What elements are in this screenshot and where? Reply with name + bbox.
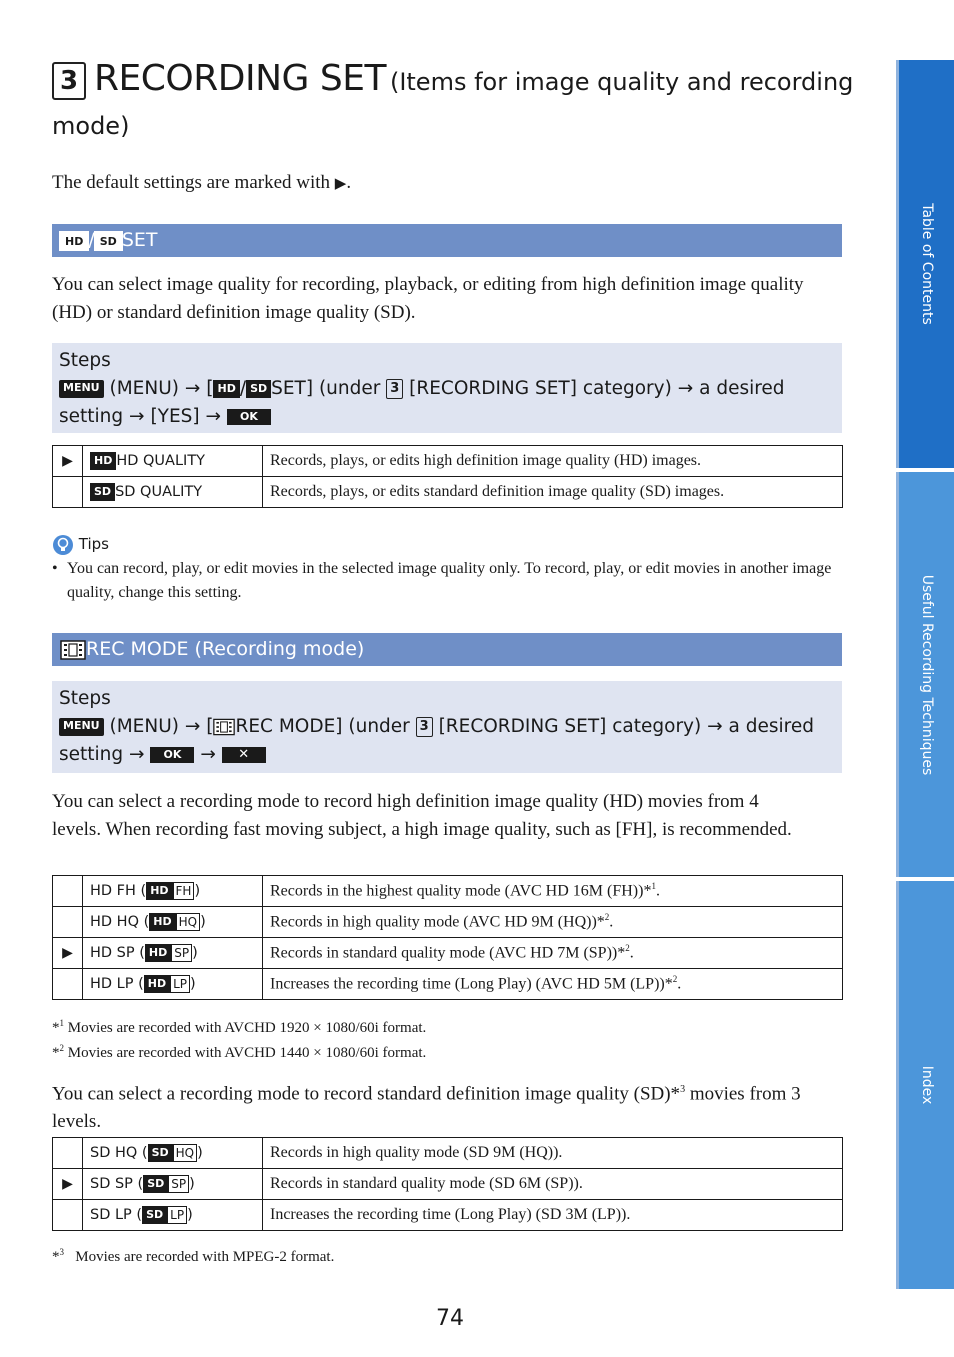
steps-line-2	[59, 403, 835, 431]
film-icon	[213, 718, 235, 736]
setting-description	[263, 876, 843, 907]
sp-icon: SP	[171, 944, 192, 962]
footnote-2	[52, 1036, 426, 1066]
sd-intro-text-end: movies from 3 levels.	[52, 1083, 801, 1133]
steps-line	[59, 713, 835, 741]
setting-name	[83, 907, 263, 938]
default-note	[52, 169, 351, 198]
steps-line	[59, 375, 835, 403]
default-marker	[53, 1200, 83, 1231]
default-marker	[53, 969, 83, 1000]
default-marker	[53, 907, 83, 938]
setting-description: Increases the recording time (Long Play) (SD 3M (LP)).	[263, 1200, 843, 1231]
arrow-icon: →	[677, 378, 694, 399]
period: .	[629, 944, 634, 962]
default-note-period: .	[346, 172, 352, 193]
table-row	[53, 1200, 843, 1231]
steps-desired-text: a desired	[728, 716, 814, 737]
default-marker: ▶	[53, 446, 83, 477]
footnote-mark: *	[52, 1249, 60, 1265]
table-row	[53, 938, 843, 969]
lightbulb-icon	[52, 534, 74, 556]
steps-yes-text: [YES]	[150, 406, 200, 427]
heading-slash: /	[88, 229, 95, 251]
table-row	[53, 1169, 843, 1200]
description-text: Records in the highest quality mode (AVC HD 16M (FH))*	[270, 882, 652, 900]
hd-icon: HD	[146, 882, 172, 900]
paren: )	[192, 945, 198, 961]
description-text: Records in high quality mode (AVC HD 9M (HQ))*	[270, 913, 605, 931]
setting-name-text: HD LP (	[90, 976, 144, 992]
table-row	[53, 969, 843, 1000]
setting-name-text: SD HQ (	[90, 1145, 148, 1161]
arrow-icon: →	[129, 744, 145, 765]
steps-label: Steps	[59, 350, 111, 371]
setting-name-text: SD QUALITY	[115, 484, 203, 500]
fh-icon: FH	[173, 882, 195, 900]
menu-icon: MENU	[59, 380, 104, 398]
setting-name-text: HD HQ (	[90, 914, 150, 930]
category-number-icon: 3	[386, 379, 403, 399]
heading-text: REC MODE (Recording mode)	[86, 638, 365, 660]
page-number: 74	[436, 1306, 464, 1331]
sd-icon: SD	[246, 380, 271, 398]
steps-bracket: [	[206, 716, 214, 737]
description-text: Increases the recording time (Long Play) (AVC HD 5M (LP))*	[270, 975, 673, 993]
period: .	[677, 975, 682, 993]
paren: )	[194, 883, 201, 899]
arrow-icon: →	[205, 406, 222, 427]
footnote-number: 1	[59, 1018, 64, 1028]
footnote-mark: *	[52, 1045, 60, 1061]
heading-text: SET	[121, 229, 158, 251]
arrow-icon: →	[707, 716, 723, 737]
menu-icon: MENU	[59, 718, 104, 736]
tips-text: You can record, play, or edit movies in the selected image quality only. To record, play, or edit movies in another image quality, change this setting.	[67, 560, 832, 601]
footnote-ref: 2	[604, 912, 610, 923]
footnote-ref: 2	[672, 974, 678, 985]
table-row	[53, 1138, 843, 1169]
paren: )	[187, 1207, 193, 1223]
setting-name	[83, 938, 263, 969]
hd-icon: HD	[213, 380, 239, 398]
footnote-number: 2	[59, 1043, 64, 1053]
footnote-ref: 3	[680, 1084, 686, 1095]
section-heading-hd-sd-set	[52, 224, 842, 257]
steps-box-hd-sd	[52, 343, 842, 433]
film-icon	[60, 640, 86, 660]
arrow-icon: →	[184, 716, 201, 737]
steps-menu-text: (MENU)	[109, 378, 179, 399]
default-marker	[53, 477, 83, 508]
lp-icon: LP	[167, 1206, 187, 1224]
steps-bracket: [	[206, 378, 214, 399]
title-sub-line2: mode)	[52, 112, 130, 140]
ok-button-icon: OK	[150, 747, 194, 763]
setting-description	[263, 938, 843, 969]
footnote-number: 3	[59, 1247, 64, 1257]
side-tab-label: Index	[918, 1065, 935, 1105]
sd-icon: SD	[142, 1206, 167, 1224]
arrow-icon: →	[129, 406, 145, 427]
sd-rec-mode-intro	[52, 1076, 832, 1136]
hd-icon: HD	[90, 452, 116, 470]
default-marker-icon: ▶	[334, 176, 347, 192]
setting-name	[83, 477, 263, 508]
side-tab-useful-recording-techniques[interactable]	[896, 472, 954, 877]
setting-name-text: HD QUALITY	[116, 453, 206, 469]
side-tab-table-of-contents[interactable]	[896, 60, 954, 468]
hd-icon: HD	[60, 232, 88, 250]
hd-rec-mode-intro: You can select a recording mode to record high definition image quality (HD) movies from 4 levels. When recording fast moving subject, a high image quality, such as [FH], is recommended.	[52, 791, 792, 840]
setting-name	[83, 969, 263, 1000]
ok-button-icon: OK	[227, 409, 271, 425]
setting-description: Records, plays, or edits high definition image quality (HD) images.	[263, 446, 843, 477]
paren: )	[190, 976, 196, 992]
sd-rec-mode-table	[52, 1137, 843, 1231]
setting-description: Records in standard quality mode (SD 6M (SP)).	[263, 1169, 843, 1200]
hq-icon: HQ	[176, 913, 200, 931]
steps-rec-text: REC MODE] (under	[235, 716, 410, 737]
side-tab-index[interactable]	[896, 881, 954, 1289]
close-icon: ✕	[222, 747, 266, 763]
steps-set-text: SET] (under	[271, 378, 381, 399]
footnote-ref: 1	[651, 881, 656, 892]
setting-name-text: HD FH (	[90, 883, 147, 899]
setting-description	[263, 907, 843, 938]
setting-name	[83, 876, 263, 907]
setting-name	[83, 446, 263, 477]
period: .	[655, 882, 660, 900]
setting-description	[263, 969, 843, 1000]
table-row	[53, 477, 843, 508]
setting-name	[83, 1169, 263, 1200]
steps-desired-text: a desired	[699, 378, 785, 399]
setting-name-text: HD SP (	[90, 945, 145, 961]
sd-icon: SD	[148, 1144, 173, 1162]
table-row	[53, 876, 843, 907]
hd-sd-quality-table	[52, 445, 843, 508]
steps-line-2	[59, 741, 835, 769]
setting-name	[83, 1200, 263, 1231]
default-marker: ▶	[53, 1169, 83, 1200]
hd-sd-description: You can select image quality for recording, playback, or editing from high definition image quality (HD) or standard definition image quality (SD).	[52, 274, 804, 323]
default-marker	[53, 1138, 83, 1169]
hd-icon: HD	[145, 944, 171, 962]
lp-icon: LP	[170, 975, 190, 993]
footnote-text: Movies are recorded with AVCHD 1920 × 1080/60i format.	[67, 1020, 427, 1036]
steps-category-text: [RECORDING SET] category)	[438, 716, 702, 737]
category-number-icon: 3	[416, 717, 433, 737]
footnote-ref: 2	[625, 943, 630, 954]
footnote-text: Movies are recorded with MPEG-2 format.	[75, 1249, 335, 1265]
hd-rec-mode-table	[52, 875, 843, 1000]
sd-intro-text: You can select a recording mode to record standard definition image quality (SD)*	[52, 1083, 681, 1105]
sd-icon: SD	[90, 483, 115, 501]
default-note-text: The default settings are marked with	[52, 172, 331, 193]
setting-name-text: SD SP (	[90, 1176, 144, 1192]
tips-item	[52, 557, 842, 605]
default-marker	[53, 876, 83, 907]
setting-name-text: SD LP (	[90, 1207, 143, 1223]
hd-icon: HD	[149, 913, 175, 931]
footnote-mark: *	[52, 1020, 60, 1036]
setting-description: Records in high quality mode (SD 9M (HQ)).	[263, 1138, 843, 1169]
paren: )	[200, 914, 206, 930]
hd-icon: HD	[144, 975, 170, 993]
tips-heading	[52, 533, 109, 556]
bullet: •	[52, 560, 58, 577]
steps-setting-text: setting	[59, 406, 124, 427]
table-row	[53, 446, 843, 477]
steps-slash: /	[239, 378, 247, 399]
steps-menu-text: (MENU)	[109, 716, 179, 737]
category-number-icon: 3	[52, 62, 86, 100]
section-heading-rec-mode	[52, 633, 842, 666]
steps-box-rec-mode	[52, 681, 842, 773]
paren: )	[189, 1176, 195, 1192]
hq-icon: HQ	[173, 1144, 197, 1162]
steps-label: Steps	[59, 688, 111, 709]
arrow-icon: →	[200, 744, 216, 765]
setting-description: Records, plays, or edits standard definition image quality (SD) images.	[263, 477, 843, 508]
sp-icon: SP	[168, 1175, 189, 1193]
paren: )	[197, 1145, 203, 1161]
setting-name	[83, 1138, 263, 1169]
footnote-text: Movies are recorded with AVCHD 1440 × 1080/60i format.	[67, 1045, 427, 1061]
description-text: Records in standard quality mode (AVC HD 7M (SP))*	[270, 944, 626, 962]
side-tab-label: Table of Contents	[918, 203, 935, 325]
steps-setting-text: setting	[59, 744, 124, 765]
sd-icon: SD	[143, 1175, 168, 1193]
side-tab-label: Useful Recording Techniques	[918, 574, 935, 775]
period: .	[609, 913, 614, 931]
title-sub: (Items for image quality and recording	[389, 68, 854, 96]
title-main: RECORDING SET	[94, 58, 386, 99]
table-row	[53, 907, 843, 938]
footnote-3	[52, 1240, 334, 1270]
page-title	[52, 58, 882, 100]
tips-label: Tips	[78, 535, 109, 553]
steps-category-text: [RECORDING SET] category)	[409, 378, 672, 399]
sd-icon: SD	[95, 232, 122, 250]
arrow-icon: →	[184, 378, 201, 399]
default-marker: ▶	[53, 938, 83, 969]
